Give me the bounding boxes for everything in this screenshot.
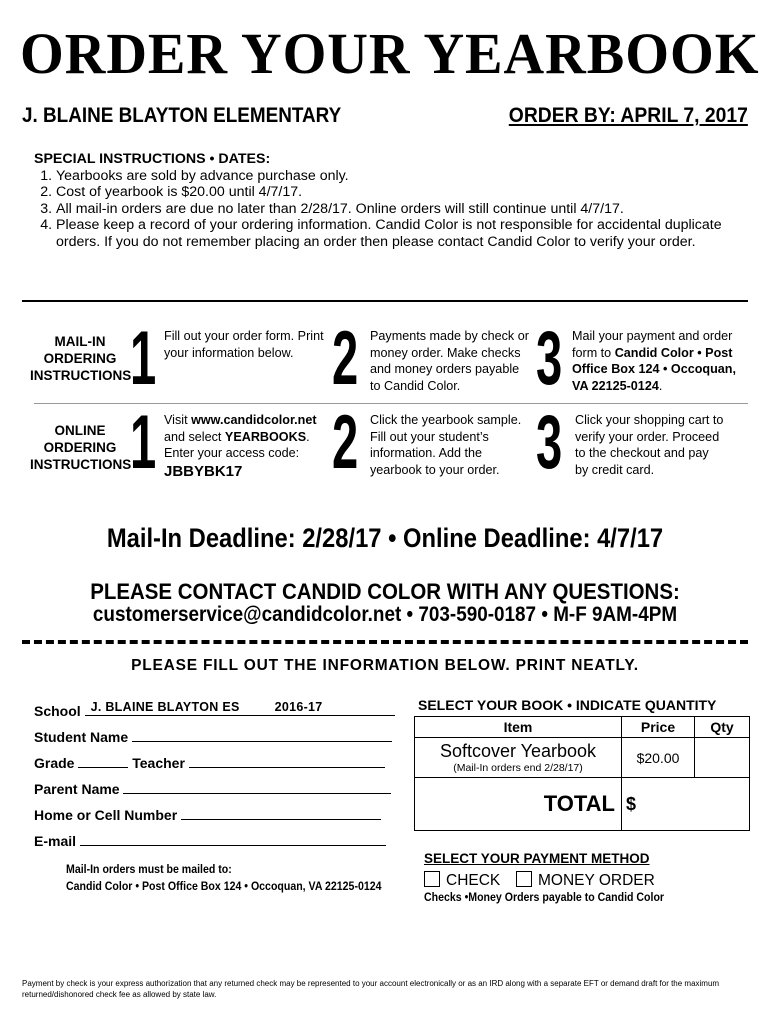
parent-field bbox=[34, 779, 391, 797]
online-step-1-t3: . Enter your access code: bbox=[164, 429, 310, 460]
payment-note: Checks •Money Orders payable to Candid Color bbox=[424, 892, 665, 904]
parent-label: Parent Name bbox=[34, 781, 120, 797]
mail-address: Candid Color • Post Office Box 124 • Occoquan, VA 22125-0124 bbox=[572, 345, 736, 393]
instructions-heading: SPECIAL INSTRUCTIONS • DATES: bbox=[34, 151, 271, 167]
email-field bbox=[34, 831, 386, 849]
student-name-input[interactable] bbox=[132, 727, 392, 742]
mail-note-line1: Mail-In orders must be mailed to: bbox=[66, 864, 232, 876]
page-title: ORDER YOUR YEARBOOK bbox=[20, 21, 760, 86]
price-cell: $20.00 bbox=[622, 738, 695, 778]
step-number: 1 bbox=[130, 400, 157, 485]
special-instructions bbox=[34, 151, 734, 251]
teacher-input[interactable] bbox=[189, 753, 385, 768]
total-label: TOTAL bbox=[415, 778, 622, 831]
online-label: ONLINE ORDERING INSTRUCTIONS bbox=[30, 423, 132, 472]
mail-step-3-pre: Mail your payment and order form to bbox=[572, 329, 733, 360]
school-value: J. BLAINE BLAYTON ES bbox=[90, 700, 240, 714]
col-item: Item bbox=[415, 717, 622, 738]
col-qty: Qty bbox=[695, 717, 750, 738]
step-number: 1 bbox=[130, 316, 157, 401]
product-name: Softcover Yearbook bbox=[439, 740, 597, 761]
website-link[interactable]: www.candidcolor.net bbox=[191, 413, 317, 427]
online-step-1-t1: Visit bbox=[164, 413, 192, 427]
grade-teacher-field bbox=[34, 753, 385, 771]
qty-input[interactable] bbox=[695, 738, 750, 778]
online-step-1-t2: and select bbox=[164, 429, 225, 444]
yearbooks-label: YEARBOOKS bbox=[224, 429, 307, 444]
step-number: 2 bbox=[332, 400, 359, 485]
school-field bbox=[34, 701, 395, 719]
teacher-label: Teacher bbox=[132, 755, 185, 771]
student-label: Student Name bbox=[34, 729, 129, 745]
email-input[interactable] bbox=[80, 831, 386, 846]
school-line[interactable] bbox=[85, 701, 395, 716]
online-step-2-text: Click the yearbook sample. Fill out your student’s information. Add the yearbook to your order. bbox=[370, 413, 522, 477]
phone-field bbox=[34, 805, 381, 823]
mail-step-3-text bbox=[572, 328, 737, 394]
student-field bbox=[34, 727, 392, 745]
access-code: JBBYBK17 bbox=[164, 462, 243, 480]
phone-input[interactable] bbox=[181, 805, 381, 820]
email-label: E-mail bbox=[34, 833, 77, 849]
list-item: 1. Yearbooks are sold by advance purchase only. bbox=[56, 168, 734, 185]
mail-note bbox=[66, 862, 382, 896]
money-order-checkbox[interactable] bbox=[516, 871, 532, 887]
school-name: J. BLAINE BLAYTON ELEMENTARY bbox=[22, 104, 342, 127]
mail-step-2-text: Payments made by check or money order. Make checks and money orders payable to Candid Color. bbox=[370, 329, 529, 393]
product-cell bbox=[415, 738, 622, 778]
step-number: 3 bbox=[536, 400, 563, 485]
mail-step-3-post: . bbox=[658, 378, 663, 393]
payment-heading: SELECT YOUR PAYMENT METHOD bbox=[424, 851, 650, 866]
list-item: 2. Cost of yearbook is $20.00 until 4/7/17. bbox=[56, 184, 734, 201]
check-label: CHECK bbox=[446, 872, 501, 889]
fill-instruction: PLEASE FILL OUT THE INFORMATION BELOW. PRINT NEATLY. bbox=[131, 657, 639, 674]
instructions-list bbox=[34, 168, 734, 251]
grade-input[interactable] bbox=[78, 753, 128, 768]
online-step-1-text bbox=[164, 412, 329, 480]
online-step-3-text: Click your shopping cart to verify your order. Proceed to the checkout and pay by credit card. bbox=[575, 413, 724, 477]
contact-details: customerservice@candidcolor.net • 703-590-0187 • M-F 9AM-4PM bbox=[92, 603, 678, 626]
grade-label: Grade bbox=[34, 755, 75, 771]
product-note: (Mail-In orders end 2/28/17) bbox=[453, 761, 583, 774]
mail-note-address: Candid Color • Post Office Box 124 • Occoquan, VA 22125-0124 bbox=[66, 881, 382, 893]
phone-label: Home or Cell Number bbox=[34, 807, 178, 823]
fine-print: Payment by check is your express authorization that any returned check may be represented to your account electronically or as an IRD along with a separate EFT or demand draft for the maximum returned/dishonored check fee as allowed by state law. bbox=[22, 979, 720, 999]
mail-in-label: MAIL-IN ORDERING INSTRUCTIONS bbox=[30, 334, 132, 383]
list-item: 3. All mail-in orders are due no later than 2/28/17. Online orders will still continue until 4/7/17. bbox=[56, 201, 734, 218]
order-by-date: ORDER BY: APRIL 7, 2017 bbox=[508, 104, 748, 127]
check-checkbox[interactable] bbox=[424, 871, 440, 887]
step-number: 2 bbox=[332, 316, 359, 401]
deadline-banner: Mail-In Deadline: 2/28/17 • Online Deadline: 4/7/17 bbox=[106, 523, 664, 553]
book-table bbox=[414, 716, 750, 831]
total-input[interactable] bbox=[622, 778, 750, 831]
money-order-option[interactable] bbox=[516, 871, 655, 890]
check-option[interactable] bbox=[424, 871, 500, 890]
step-number: 3 bbox=[536, 316, 563, 401]
cut-line bbox=[22, 640, 748, 644]
dollar-sign: $ bbox=[626, 793, 637, 814]
school-year: 2016-17 bbox=[274, 700, 323, 714]
contact-heading: PLEASE CONTACT CANDID COLOR WITH ANY QUESTIONS: bbox=[90, 579, 680, 604]
parent-name-input[interactable] bbox=[123, 779, 391, 794]
list-item: 4. Please keep a record of your ordering information. Candid Color is not responsible for accidental duplicate orders. If you do not remember placing an order then please contact Candid Color to verify your order. bbox=[56, 217, 734, 250]
select-book-heading: SELECT YOUR BOOK • INDICATE QUANTITY bbox=[418, 697, 717, 713]
col-price: Price bbox=[622, 717, 695, 738]
divider bbox=[22, 300, 748, 302]
mail-step-1-text: Fill out your order form. Print your information below. bbox=[164, 329, 324, 360]
money-order-label: MONEY ORDER bbox=[538, 872, 655, 889]
school-label: School bbox=[34, 703, 81, 719]
